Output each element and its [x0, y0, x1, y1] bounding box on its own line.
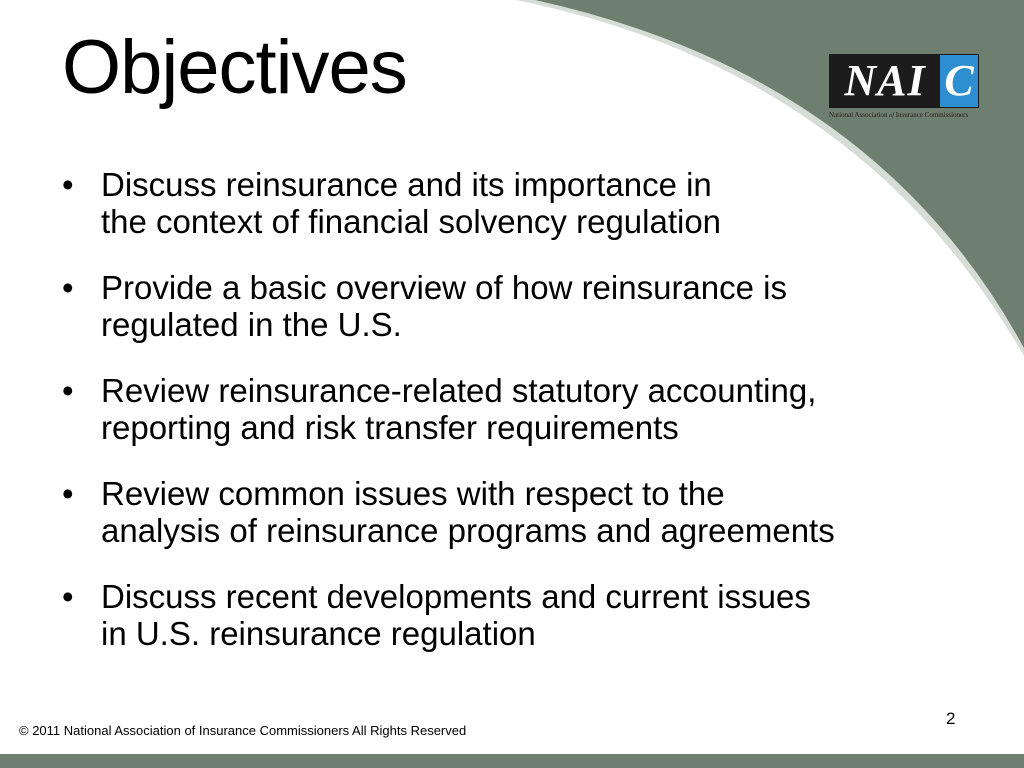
- objective-line: in U.S. reinsurance regulation: [101, 615, 536, 652]
- objective-line: analysis of reinsurance programs and agreements: [101, 512, 835, 549]
- objective-line: the context of financial solvency regulation: [101, 203, 722, 240]
- logo-caption-small: of: [889, 113, 894, 119]
- slide-title: Objectives: [62, 25, 407, 110]
- footer-bar: [0, 754, 1024, 768]
- objective-item: [62, 166, 1002, 240]
- objective-item: [62, 475, 1002, 549]
- objective-item: [62, 578, 1002, 652]
- bullet-icon: •: [62, 166, 74, 203]
- objectives-list: [62, 166, 1002, 681]
- objective-item: [62, 269, 1002, 343]
- objective-line: Provide a basic overview of how reinsurance is: [101, 269, 787, 306]
- copyright-notice: © 2011 National Association of Insurance Commissioners All Rights Reserved: [19, 723, 467, 738]
- objective-line: Review reinsurance-related statutory accounting,: [101, 372, 817, 409]
- logo-text-main: NAI: [830, 55, 940, 107]
- naic-logo: [829, 54, 979, 119]
- logo-mark: [829, 54, 979, 108]
- bullet-icon: •: [62, 372, 74, 409]
- objective-item: [62, 372, 1002, 446]
- logo-caption-part2: Insurance Commissioners: [893, 111, 969, 119]
- bullet-icon: •: [62, 269, 74, 306]
- objective-line: regulated in the U.S.: [101, 306, 402, 343]
- bullet-icon: •: [62, 578, 74, 615]
- objective-line: reporting and risk transfer requirements: [101, 409, 679, 446]
- objective-line: Discuss recent developments and current issues: [101, 578, 811, 615]
- logo-caption-part1: National Association: [829, 111, 890, 119]
- logo-text-accent: C: [940, 55, 978, 107]
- objective-line: Discuss reinsurance and its importance in: [101, 166, 712, 203]
- logo-caption: [829, 111, 979, 119]
- objective-line: Review common issues with respect to the: [101, 475, 725, 512]
- page-number: 2: [946, 709, 956, 728]
- bullet-icon: •: [62, 475, 74, 512]
